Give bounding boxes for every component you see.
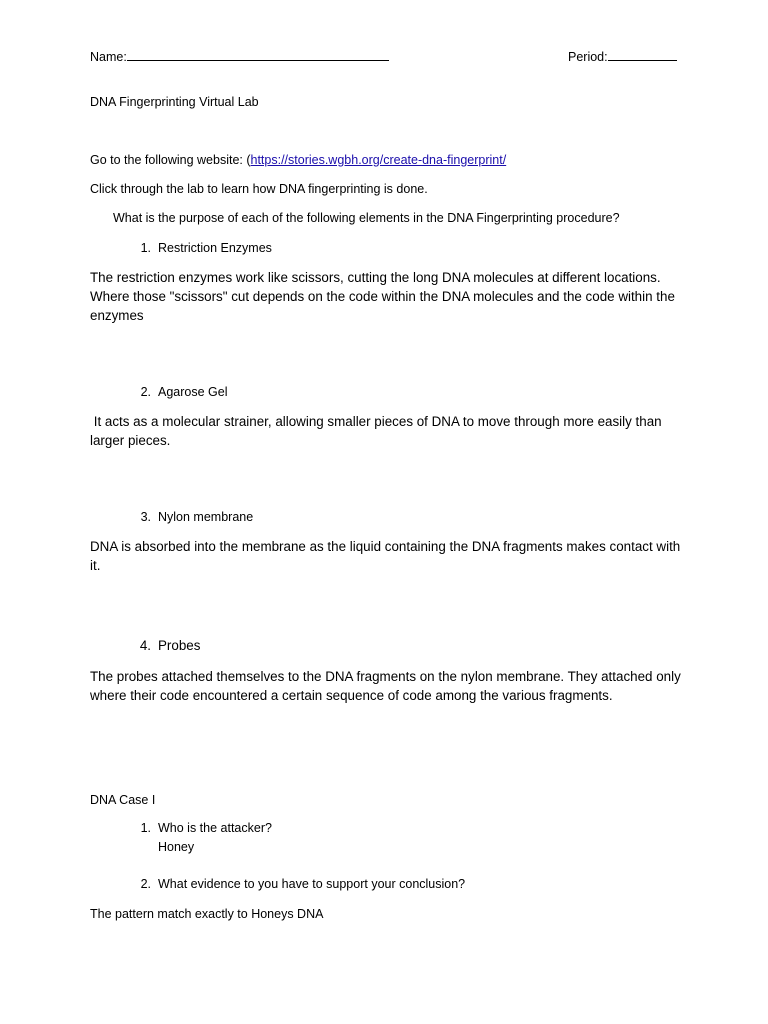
period-blank bbox=[608, 48, 677, 61]
case-answer: The pattern match exactly to Honeys DNA bbox=[90, 907, 324, 921]
case-question: Who is the attacker? bbox=[158, 821, 272, 835]
purpose-question: What is the purpose of each of the following elements in the DNA Fingerprinting procedure? bbox=[113, 211, 620, 225]
element-answer: The restriction enzymes work like scissors, cutting the long DNA molecules at different locations. Where those "scissors" cut depends on the code within the DNA molecules and the code within the enzymes bbox=[90, 270, 675, 323]
element-answer: DNA is absorbed into the membrane as the liquid containing the DNA fragments makes contact with it. bbox=[90, 539, 681, 573]
website-prefix: Go to the following website: ( bbox=[90, 153, 251, 167]
period-field bbox=[568, 48, 677, 65]
website-link[interactable]: https://stories.wgbh.org/create-dna-fingerprint/ bbox=[250, 153, 507, 167]
period-label: Period: bbox=[568, 50, 608, 64]
element-number: 3. bbox=[140, 510, 151, 524]
case-question-number: 1. bbox=[140, 821, 151, 835]
case-question-number: 2. bbox=[140, 877, 151, 891]
name-field bbox=[90, 48, 389, 65]
element-answer: The probes attached themselves to the DNA fragments on the nylon membrane. They attached only where their code encountered a certain sequence of code among the various fragments. bbox=[90, 669, 681, 703]
case-question: What evidence to you have to support your conclusion? bbox=[158, 877, 466, 891]
case-answer: Honey bbox=[158, 840, 195, 854]
case-title: DNA Case I bbox=[90, 793, 156, 807]
element-number: 1. bbox=[140, 241, 151, 255]
name-label: Name: bbox=[90, 50, 127, 64]
name-blank bbox=[127, 48, 389, 61]
document-title: DNA Fingerprinting Virtual Lab bbox=[90, 95, 259, 109]
element-number: 4. bbox=[139, 638, 151, 653]
element-label: Probes bbox=[158, 638, 201, 653]
element-answer: It acts as a molecular strainer, allowing smaller pieces of DNA to move through more easily than larger pieces. bbox=[90, 414, 666, 448]
element-label: Nylon membrane bbox=[158, 510, 254, 524]
element-number: 2. bbox=[140, 385, 151, 399]
click-through-instruction: Click through the lab to learn how DNA fingerprinting is done. bbox=[90, 182, 428, 196]
website-instruction bbox=[90, 152, 506, 168]
element-label: Restriction Enzymes bbox=[158, 241, 272, 255]
element-label: Agarose Gel bbox=[158, 385, 228, 399]
